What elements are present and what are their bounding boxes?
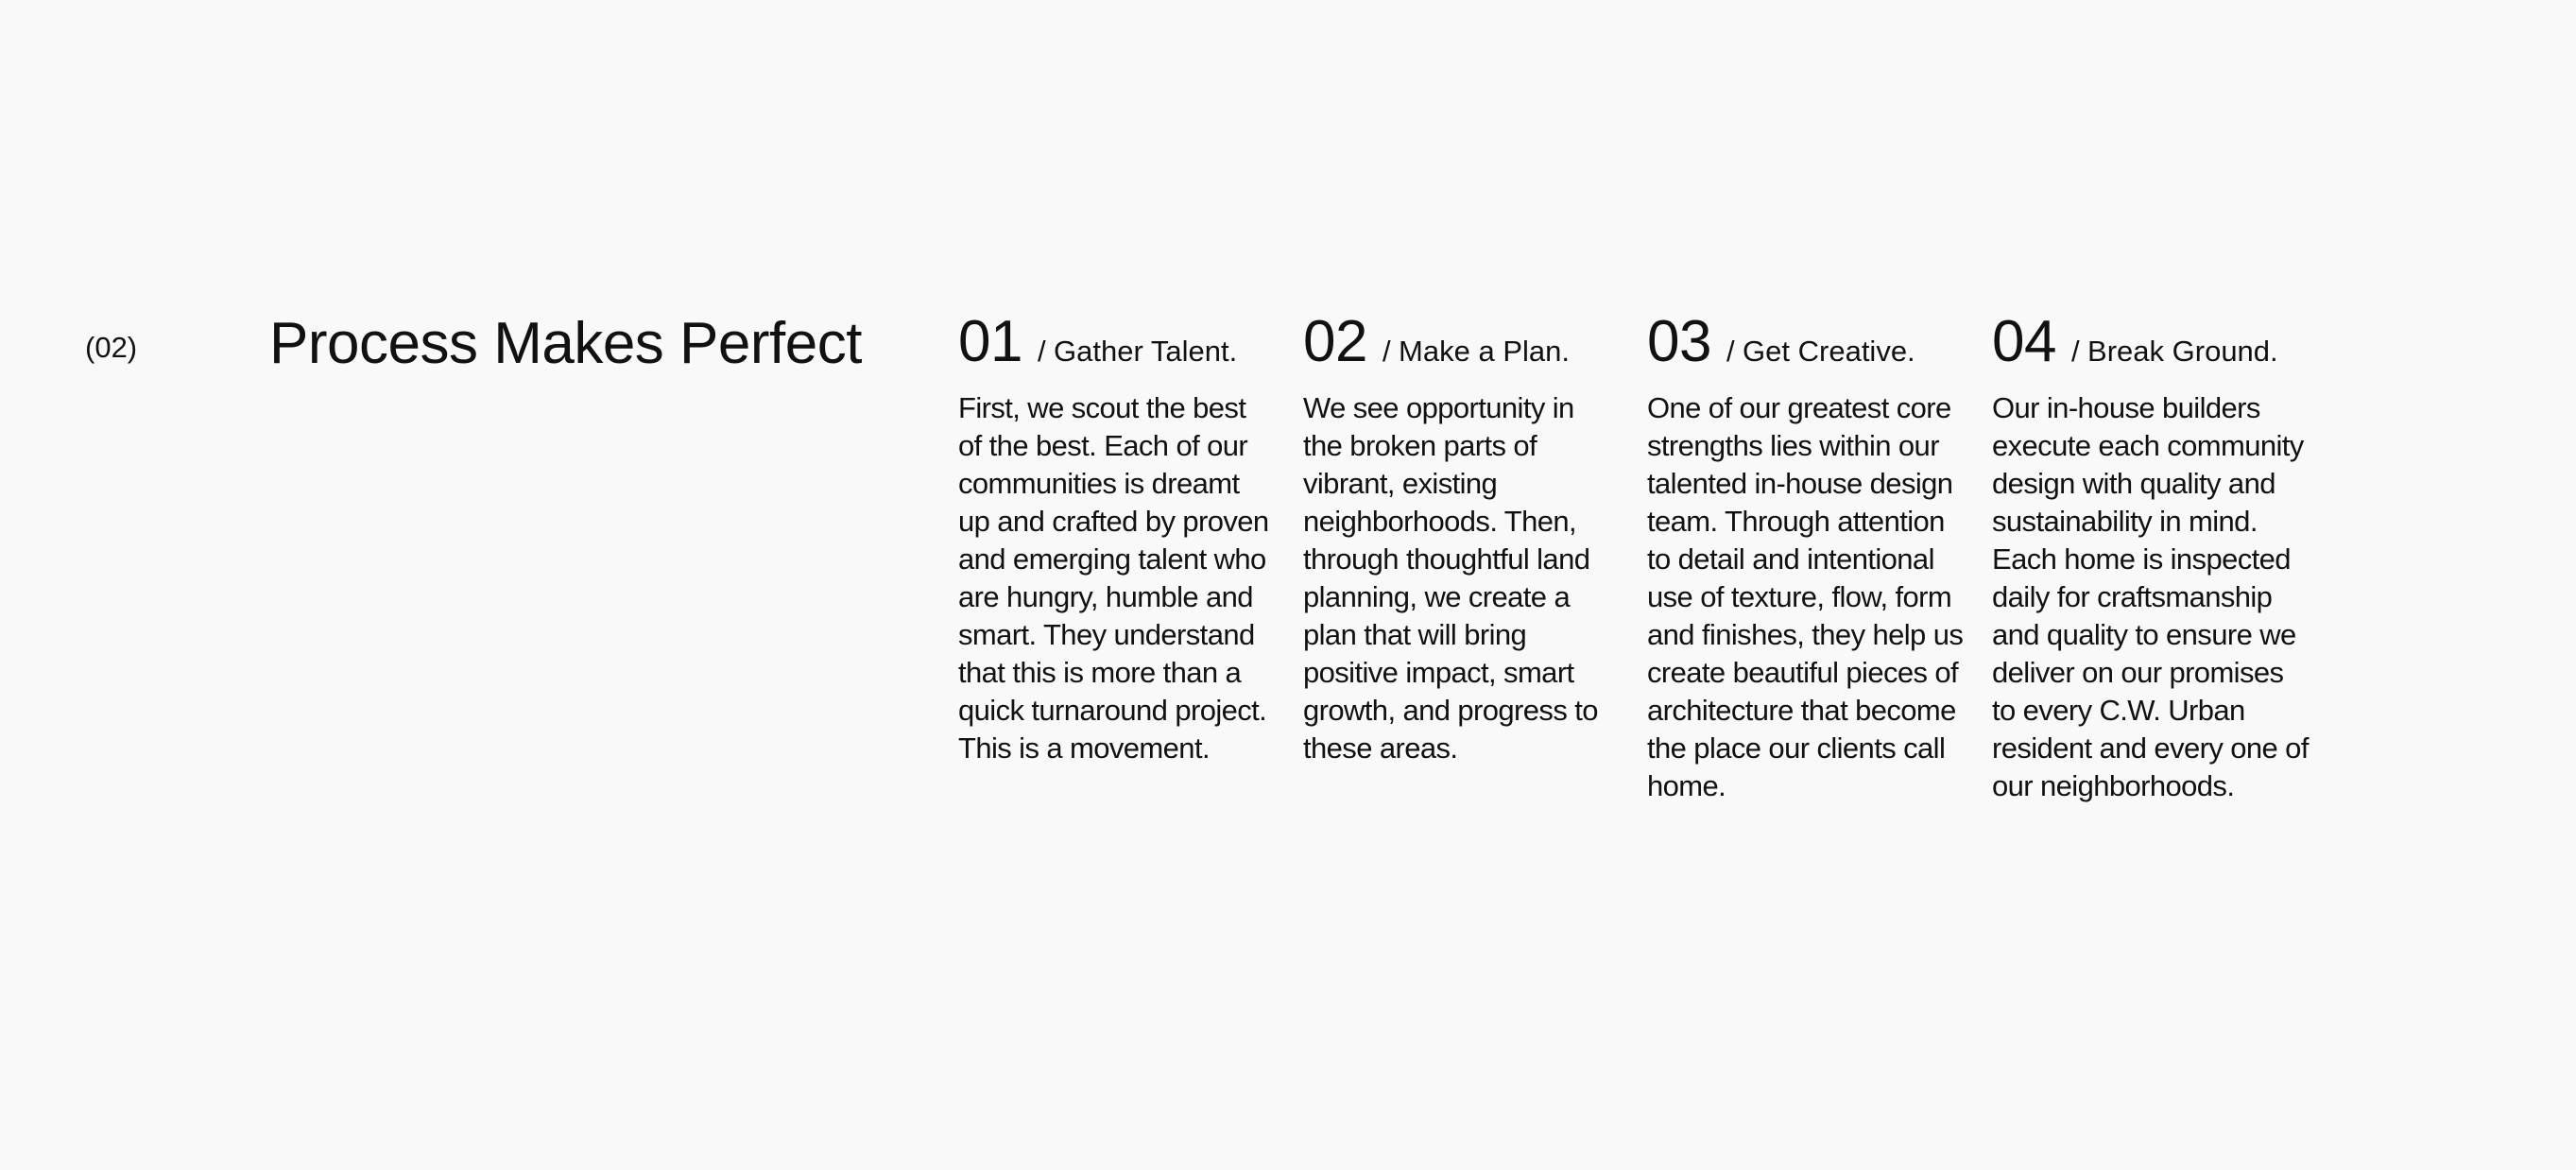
step-number: 01 [958,309,1022,374]
step-description: We see opportunity in the broken parts of vibrant, existing neighborhoods. Then, through thoughtful land planning, we create a plan that will bring positive impact, smart growth, and progress to these areas. [1303,391,1598,765]
step-name: Make a Plan. [1399,335,1570,368]
step-description: Our in-house builders execute each community design with quality and sustainability in mind. Each home is inspected daily for craftsmanship and quality to ensure we deliver on our promises to every C.W. Urban resident and every one of our neighborhoods. [1992,391,2309,802]
step-description: One of our greatest core strengths lies within our talented in-house design team. Through attention to detail and intentional use of texture, flow, form and finishes, they help us create beautiful pieces of architecture that become the place our clients call home. [1647,391,1964,802]
step-heading [1992,308,2309,382]
process-step [958,308,1275,767]
step-separator: / [1382,335,1391,368]
section-title: Process Makes Perfect [269,311,862,376]
step-description: First, we scout the best of the best. Each of our communities is dreamt up and crafted by proven and emerging talent who are hungry, humble and smart. They understand that this is more than a quick turnaround project. This is a movement. [958,391,1269,765]
step-name: Gather Talent. [1054,335,1238,368]
step-separator: / [1726,335,1735,368]
process-step [1647,308,1964,805]
step-separator: / [1037,335,1046,368]
section-number: (02) [85,331,138,364]
step-number: 03 [1647,309,1711,374]
process-step [1992,308,2309,805]
step-heading [1303,308,1620,382]
step-heading [958,308,1275,382]
step-heading [1647,308,1964,382]
step-number: 04 [1992,309,2056,374]
step-number: 02 [1303,309,1367,374]
step-name: Break Ground. [2087,335,2278,368]
step-separator: / [2070,335,2080,368]
process-step [1303,308,1620,767]
step-name: Get Creative. [1743,335,1915,368]
